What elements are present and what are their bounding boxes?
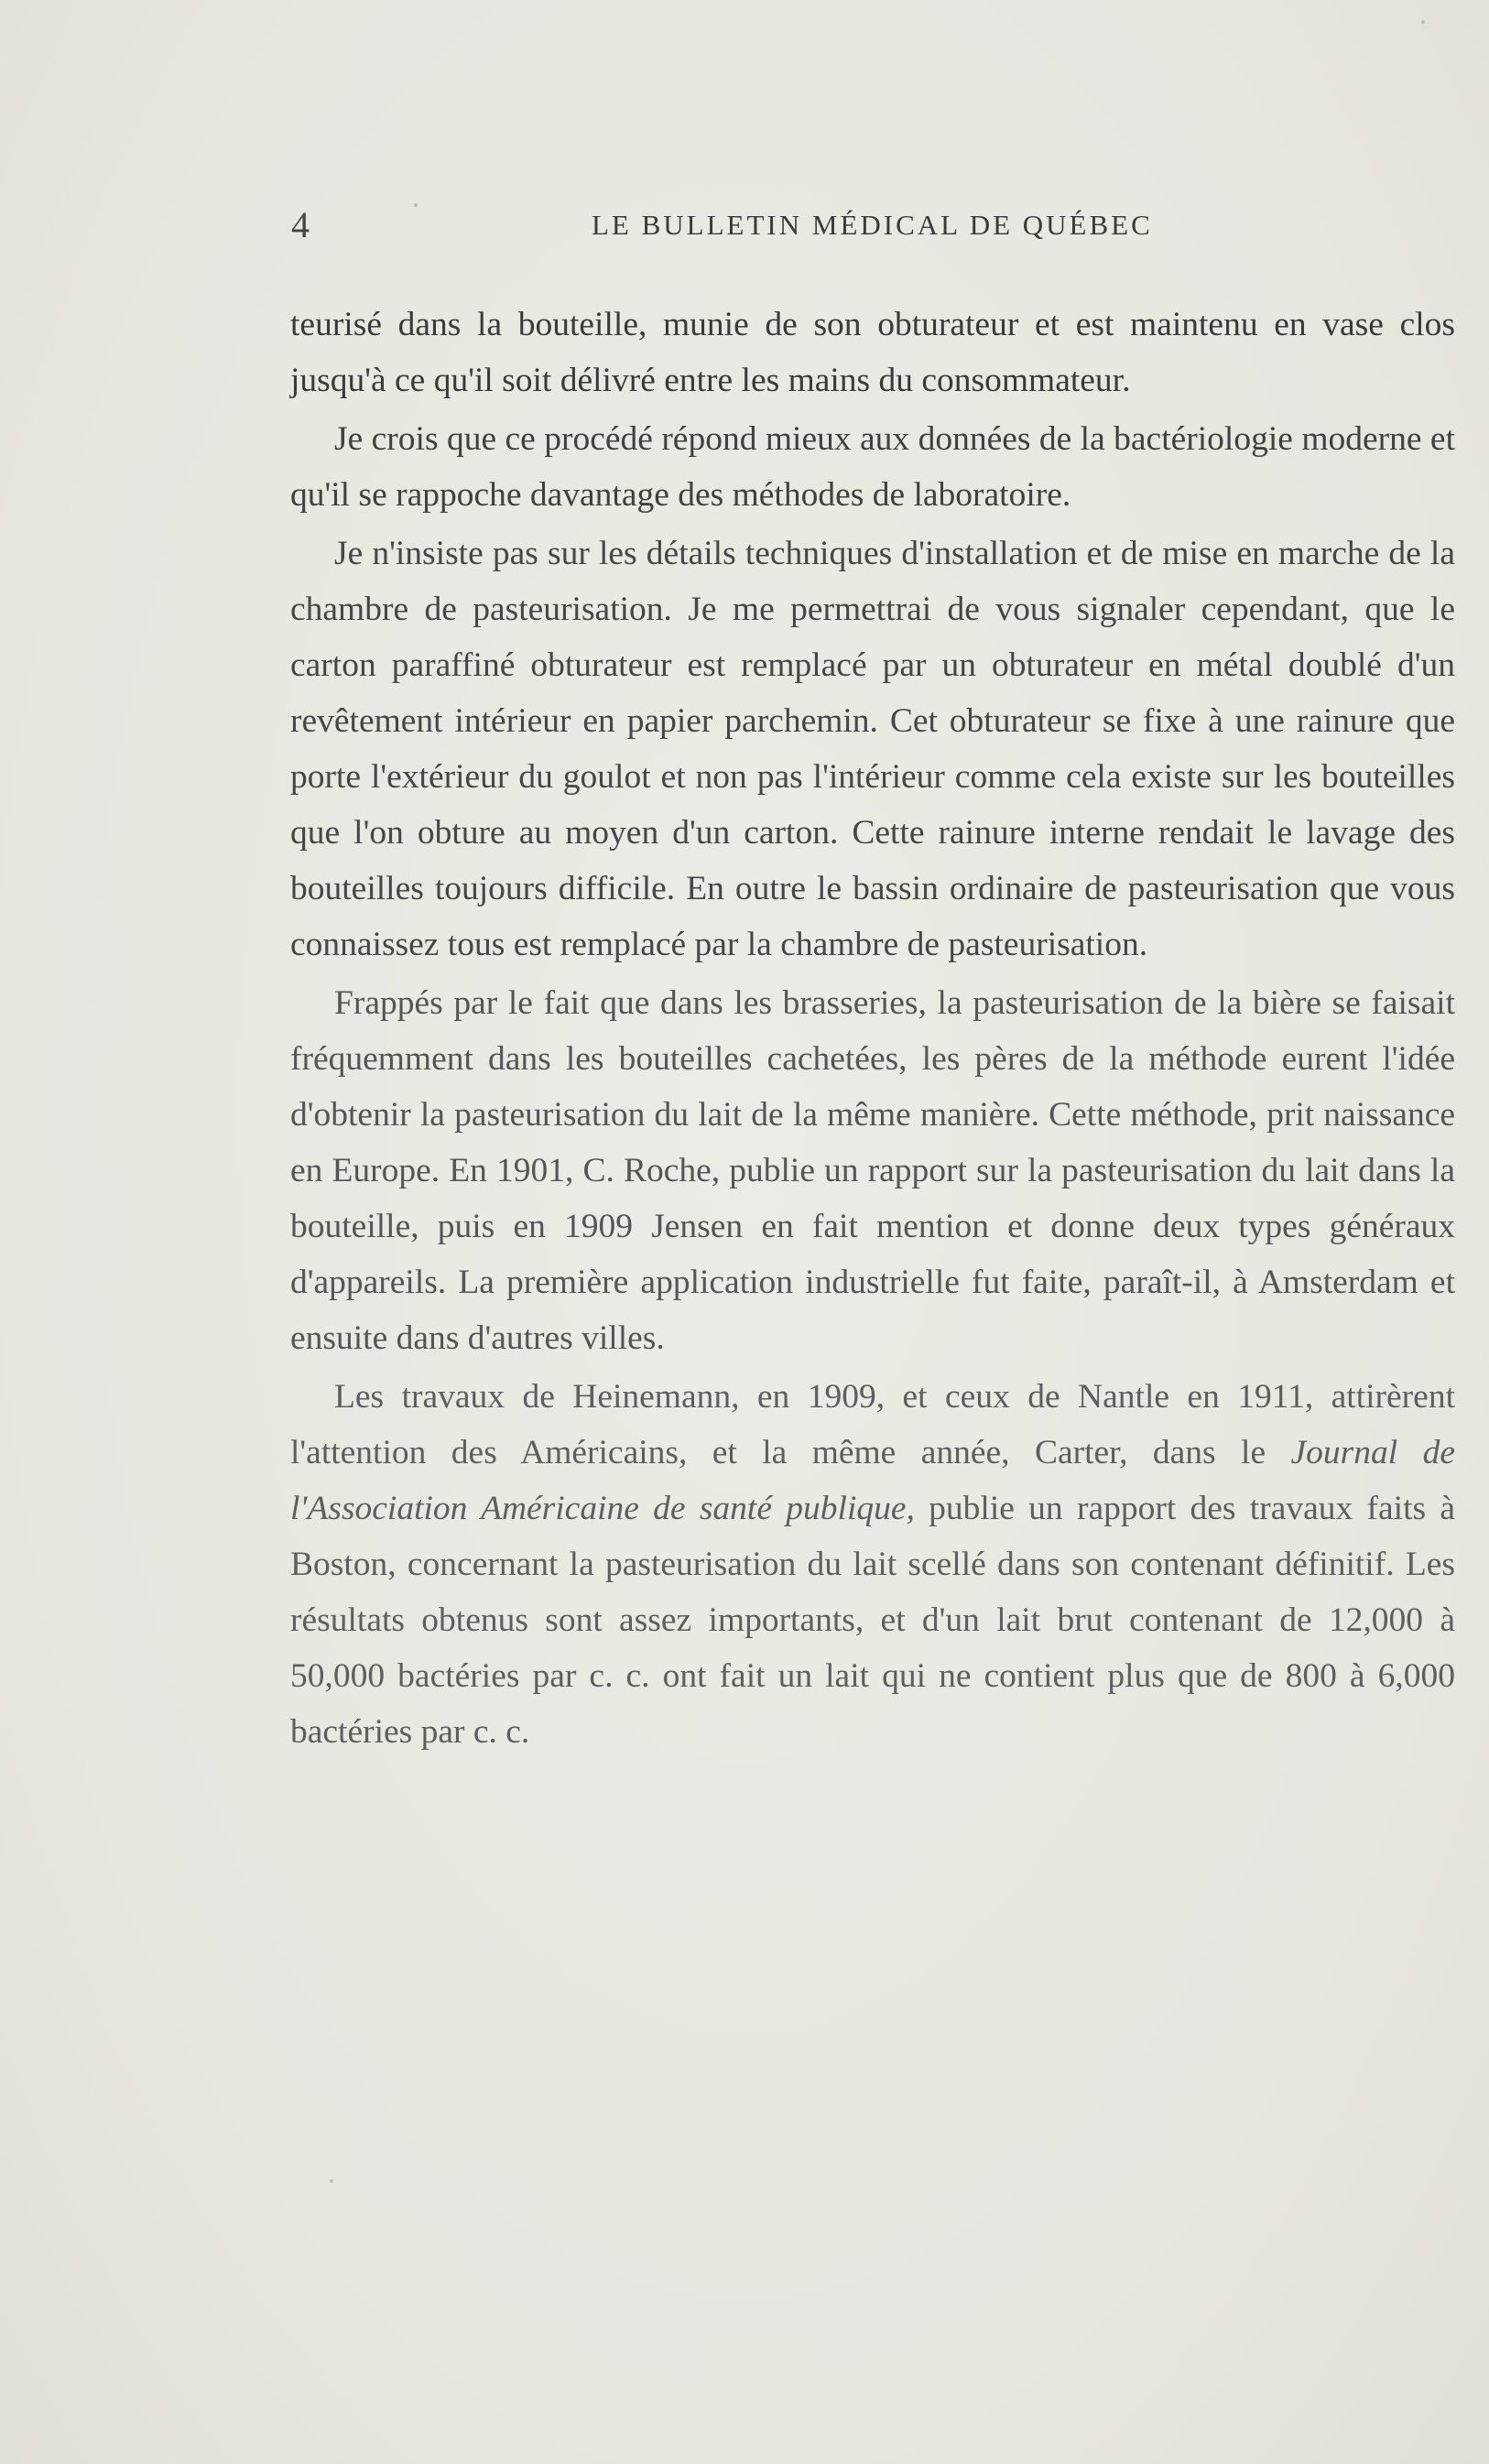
paper-speck bbox=[1421, 20, 1425, 24]
paragraph-5-text-start: Les travaux de Heinemann, en 1909, et ceux de Nantle en 1911, attirèrent l'attention des Américains, et la même année, Carter, dans le bbox=[290, 1378, 1455, 1471]
paper-speck bbox=[330, 2179, 333, 2183]
paragraph-5 bbox=[290, 1369, 1455, 1760]
page-number: 4 bbox=[291, 204, 310, 245]
paragraph-5-text-end: publie un rapport des travaux faits à Boston, concernant la pasteurisation du lait scellé dans son contenant définitif. Les résultats obtenus sont assez importants, et d'un lait brut contenant de 12,000 à 50,000 bactéries par c. c. ont fait un lait qui ne contient plus que de 800 à 6,000 bactéries par c. c. bbox=[290, 1490, 1455, 1751]
running-title: LE BULLETIN MÉDICAL DE QUÉBEC bbox=[592, 209, 1153, 241]
paragraph-4: Frappés par le fait que dans les brasseries, la pasteurisation de la bière se faisait fréquemment dans les bouteilles cachetées, les pères de la méthode eurent l'idée d'obtenir la pasteurisation du lait de la même manière. Cette méthode, prit naissance en Europe. En 1901, C. Roche, publie un rapport sur la pasteurisation du lait dans la bouteille, puis en 1909 Jensen en fait mention et donne deux types généraux d'appareils. La première application industrielle fut faite, paraît-il, à Amsterdam et ensuite dans d'autres villes. bbox=[290, 984, 1455, 1357]
paragraph-3: Je n'insiste pas sur les détails techniques d'installation et de mise en marche de la chambre de pasteurisation. Je me permettrai de vous signaler cependant, que le carton paraffiné obturateur est remplacé par un obturateur en métal doublé d'un revêtement intérieur en papier parchemin. Cet obturateur se fixe à une rainure que porte l'extérieur du goulot et non pas l'intérieur comme cela existe sur les bouteilles que l'on obture au moyen d'un carton. Cette rainure interne rendait le lavage des bouteilles toujours difficile. En outre le bassin ordinaire de pasteurisation que vous connaissez tous est remplacé par la chambre de pasteurisation. bbox=[290, 535, 1455, 963]
journal-title: Journal de l'Association Américaine de santé publique, bbox=[290, 1434, 1455, 1527]
paragraph-2: Je crois que ce procédé répond mieux aux données de la bactériologie moderne et qu'il se rappoche davantage des méthodes de laboratoire. bbox=[290, 420, 1455, 514]
article-body bbox=[290, 297, 1455, 1760]
page-header bbox=[291, 203, 1454, 249]
paragraph-1: teurisé dans la bouteille, munie de son obturateur et est maintenu en vase clos jusqu'à ce qu'il soit délivré entre les mains du consommateur. bbox=[290, 306, 1455, 399]
